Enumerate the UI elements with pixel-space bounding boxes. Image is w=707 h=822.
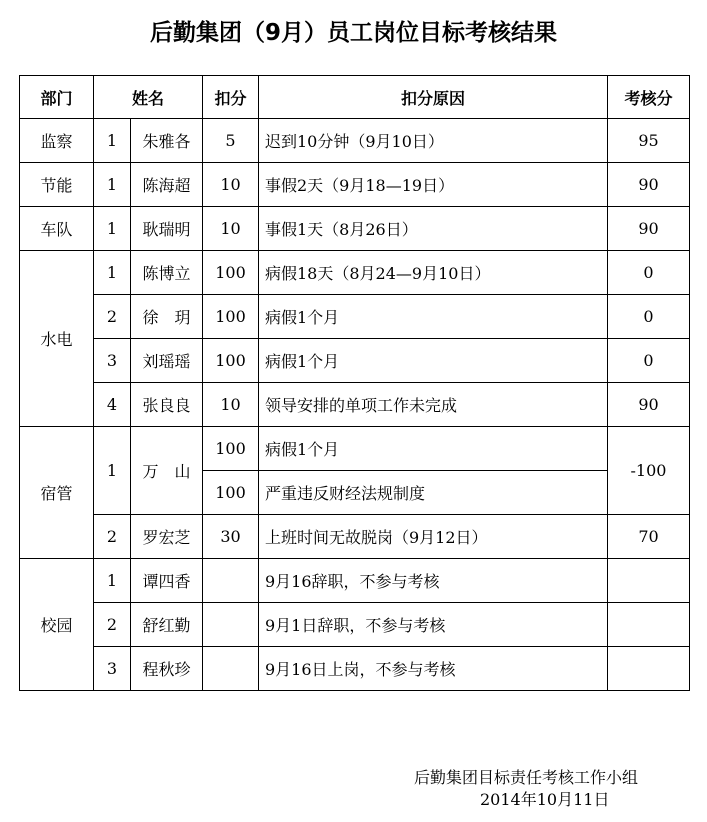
table-row [20, 163, 690, 207]
score-cell: 0 [608, 339, 690, 383]
table-row [20, 339, 690, 383]
number-cell: 4 [94, 383, 131, 427]
score-cell: -100 [608, 427, 690, 515]
score-cell: 0 [608, 295, 690, 339]
table-row [20, 295, 690, 339]
deduct-cell: 100 [203, 339, 259, 383]
name-cell: 万 山 [131, 427, 203, 515]
number-cell: 3 [94, 339, 131, 383]
table-row [20, 515, 690, 559]
deduct-cell: 100 [203, 295, 259, 339]
reason-cell: 病假1个月 [259, 339, 608, 383]
score-cell: 90 [608, 207, 690, 251]
header-dept: 部门 [20, 76, 94, 119]
score-cell: 95 [608, 119, 690, 163]
score-cell [608, 647, 690, 691]
deduct-cell: 10 [203, 163, 259, 207]
dept-cell: 节能 [20, 163, 94, 207]
dept-cell: 校园 [20, 559, 94, 691]
reason-cell: 病假18天（8月24—9月10日） [259, 251, 608, 295]
name-cell: 刘瑶瑶 [131, 339, 203, 383]
score-cell [608, 603, 690, 647]
number-cell: 1 [94, 251, 131, 295]
score-cell: 90 [608, 163, 690, 207]
deduct-cell: 10 [203, 383, 259, 427]
number-cell: 1 [94, 427, 131, 515]
reason-cell: 病假1个月 [259, 427, 608, 471]
table-row [20, 207, 690, 251]
score-cell: 90 [608, 383, 690, 427]
number-cell: 1 [94, 207, 131, 251]
name-cell: 朱雅各 [131, 119, 203, 163]
reason-cell: 事假1天（8月26日） [259, 207, 608, 251]
header-reason: 扣分原因 [259, 76, 608, 119]
number-cell: 3 [94, 647, 131, 691]
deduct-cell: 100 [203, 427, 259, 471]
number-cell: 1 [94, 163, 131, 207]
name-cell: 谭四香 [131, 559, 203, 603]
dept-cell: 水电 [20, 251, 94, 427]
name-cell: 舒红勤 [131, 603, 203, 647]
table-row [20, 603, 690, 647]
reason-cell: 9月1日辞职，不参与考核 [259, 603, 608, 647]
reason-cell: 领导安排的单项工作未完成 [259, 383, 608, 427]
score-cell: 70 [608, 515, 690, 559]
reason-cell: 9月16日上岗，不参与考核 [259, 647, 608, 691]
deduct-cell [203, 647, 259, 691]
footer-signature [400, 767, 700, 811]
name-cell: 徐 玥 [131, 295, 203, 339]
deduct-cell: 10 [203, 207, 259, 251]
table-row [20, 427, 690, 471]
reason-cell: 迟到10分钟（9月10日） [259, 119, 608, 163]
table-row [20, 251, 690, 295]
dept-cell: 车队 [20, 207, 94, 251]
number-cell: 2 [94, 603, 131, 647]
page-title: 后勤集团（9月）员工岗位目标考核结果 [149, 20, 557, 46]
deduct-cell [203, 559, 259, 603]
number-cell: 1 [94, 119, 131, 163]
table-row [20, 559, 690, 603]
reason-cell: 病假1个月 [259, 295, 608, 339]
name-cell: 耿瑞明 [131, 207, 203, 251]
number-cell: 2 [94, 295, 131, 339]
assessment-table [19, 75, 690, 691]
table-row [20, 119, 690, 163]
footer-date: 2014年10月11日 [480, 790, 610, 809]
name-cell: 陈海超 [131, 163, 203, 207]
header-score: 考核分 [608, 76, 690, 119]
header-deduct: 扣分 [203, 76, 259, 119]
deduct-cell: 100 [203, 251, 259, 295]
deduct-cell [203, 603, 259, 647]
dept-cell: 宿管 [20, 427, 94, 559]
table-row [20, 383, 690, 427]
number-cell: 2 [94, 515, 131, 559]
reason-cell: 严重违反财经法规制度 [259, 471, 608, 515]
score-cell [608, 559, 690, 603]
reason-cell: 9月16辞职，不参与考核 [259, 559, 608, 603]
header-name: 姓名 [94, 76, 203, 119]
score-cell: 0 [608, 251, 690, 295]
name-cell: 程秋珍 [131, 647, 203, 691]
header-row [20, 76, 690, 119]
deduct-cell: 30 [203, 515, 259, 559]
table-row [20, 647, 690, 691]
number-cell: 1 [94, 559, 131, 603]
deduct-cell: 5 [203, 119, 259, 163]
name-cell: 陈博立 [131, 251, 203, 295]
reason-cell: 上班时间无故脱岗（9月12日） [259, 515, 608, 559]
dept-cell: 监察 [20, 119, 94, 163]
name-cell: 张良良 [131, 383, 203, 427]
name-cell: 罗宏芝 [131, 515, 203, 559]
reason-cell: 事假2天（9月18—19日） [259, 163, 608, 207]
footer-org: 后勤集团目标责任考核工作小组 [414, 768, 639, 787]
deduct-cell: 100 [203, 471, 259, 515]
